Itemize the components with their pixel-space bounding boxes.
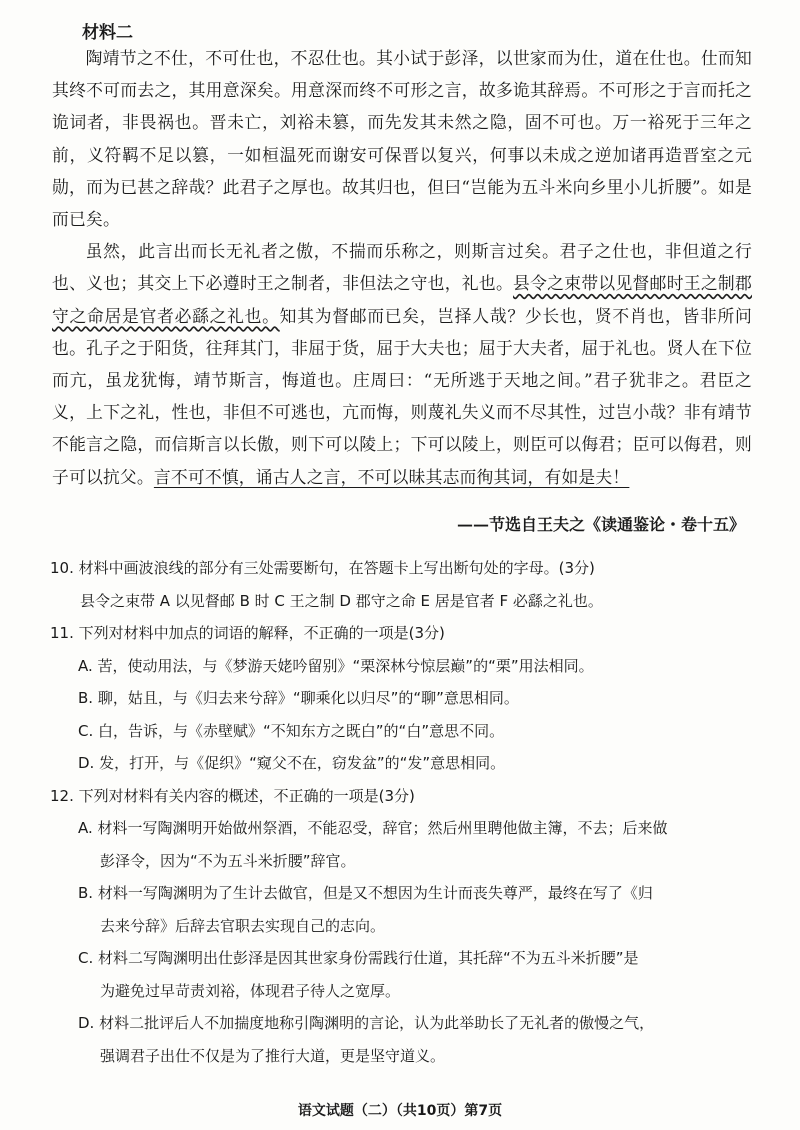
wavy-underlined-sentence: 县令之束带以见督邮时王之制郡守之命居是官者必繇之礼也。	[52, 273, 752, 326]
passage-text: 虽然，此言出而长无礼者之傲，不揣而乐称之，则斯言过矣。君子之仕也，非但道之行也、义也；其交上下必遵时王之制者，非但法之守也，礼也。	[52, 241, 752, 294]
question-12-option-d-cont: 强调君子出仕不仅是为了推行大道，更是坚守道义。	[100, 1046, 446, 1065]
classical-passage	[52, 42, 752, 493]
question-12-option-a-cont: 彭泽令，因为“不为五斗米折腰”辞官。	[100, 851, 356, 870]
question-12-option-a: A. 材料一写陶渊明开始做州祭酒，不能忍受，辞官；然后州里聘他做主簿，不去；后来做	[78, 819, 668, 837]
question-12-option-b-cont: 去来兮辞》后辞去官职去实现自己的志向。	[100, 916, 386, 935]
section-title: 材料二	[82, 23, 133, 43]
question-12-option-d: D. 材料二批评后人不加揣度地称引陶渊明的言论，认为此举助长了无礼者的傲慢之气，	[78, 1014, 655, 1032]
question-11-option-d: D. 发，打开，与《促织》“窥父不在，窃发盆”的“发”意思相同。	[78, 754, 506, 772]
page-footer: 语文试题（二）（共10页）第7页	[297, 1103, 503, 1119]
question-12-option-c: C. 材料二写陶渊明出仕彭泽是因其世家身份需践行仕道，其托辞“不为五斗米折腰”是	[78, 949, 639, 967]
underlined-sentence: 言不可不慎，诵古人之言，不可以昧其志而徇其词，有如是夫！	[153, 466, 630, 487]
question-12-stem: 12. 下列对材料有关内容的概述，不正确的一项是(3分)	[50, 786, 415, 805]
question-11-option-a: A. 苦，使动用法，与《梦游天姥吟留别》“栗深林兮惊层巅”的“栗”用法相同。	[78, 656, 594, 675]
passage-text: 知其为督邮而已矣，岂择人哉？少长也，贤不肖也，皆非所问也。孔子之于阳货，往拜其门，非屈于货，屈于大夫也；屈于大夫者，屈于礼也。贤人在下位而亢，虽龙犹悔，靖节斯言，悔道也。庄周曰：“无所逃于天地之间。”君子犹非之。君臣之义，上下之礼，性也，非但不可逃也，亢而悔，则蔑礼失义而不尽其性，过岂小哉？非有靖节不能言之隐，而信斯言以长傲，则下可以陵上；下可以陵上，则臣可以侮君；臣可以侮君，则子可以抗父。	[52, 305, 752, 487]
question-11-stem: 11. 下列对材料中加点的词语的解释，不正确的一项是(3分)	[50, 624, 445, 642]
question-10-stem: 10. 材料中画波浪线的部分有三处需要断句，在答题卡上写出断句处的字母。(3分)	[50, 559, 595, 577]
question-12-option-b: B. 材料一写陶渊明为了生计去做官，但是又不想因为生计而丧失尊严，最终在写了《归	[78, 884, 653, 902]
passage-paragraph-2	[52, 235, 752, 493]
question-11-option-c: C. 白，告诉，与《赤壁赋》“不知东方之既白”的“白”意思不同。	[78, 721, 505, 740]
source-citation: ——节选自王夫之《读通鉴论・卷十五》	[456, 515, 745, 534]
questions-section	[50, 552, 752, 1072]
question-10-sentence: 县令之束带 A 以见督邮 B 时 C 王之制 D 郡守之命 E 居是官者 F 必繇之礼也。	[80, 591, 603, 610]
question-12-option-c-cont: 为避免过早苛责刘裕，体现君子待人之宽厚。	[100, 981, 401, 1000]
question-11-option-b: B. 聊，姑且，与《归去来兮辞》“聊乘化以归尽”的“聊”意思相同。	[78, 689, 519, 707]
passage-paragraph-1: 陶靖节之不仕，不可仕也，不忍仕也。其小试于彭泽，以世家而为仕，道在仕也。仕而知其终不可而去之，其用意深矣。用意深而终不可形之言，故多诡其辞焉。不可形之于言而托之诡词者，非畏祸也。晋未亡，刘裕未篡，而先发其未然之隐，固不可也。万一裕死于三年之前，义符羁不足以篡，一如桓温死而谢安可保晋以复兴，何事以未成之逆加诸再造晋室之元勋，而为已甚之辞哉？此君子之厚也。故其归也，但曰“岂能为五斗米向乡里小儿折腰”。如是而已矣。	[52, 48, 752, 230]
